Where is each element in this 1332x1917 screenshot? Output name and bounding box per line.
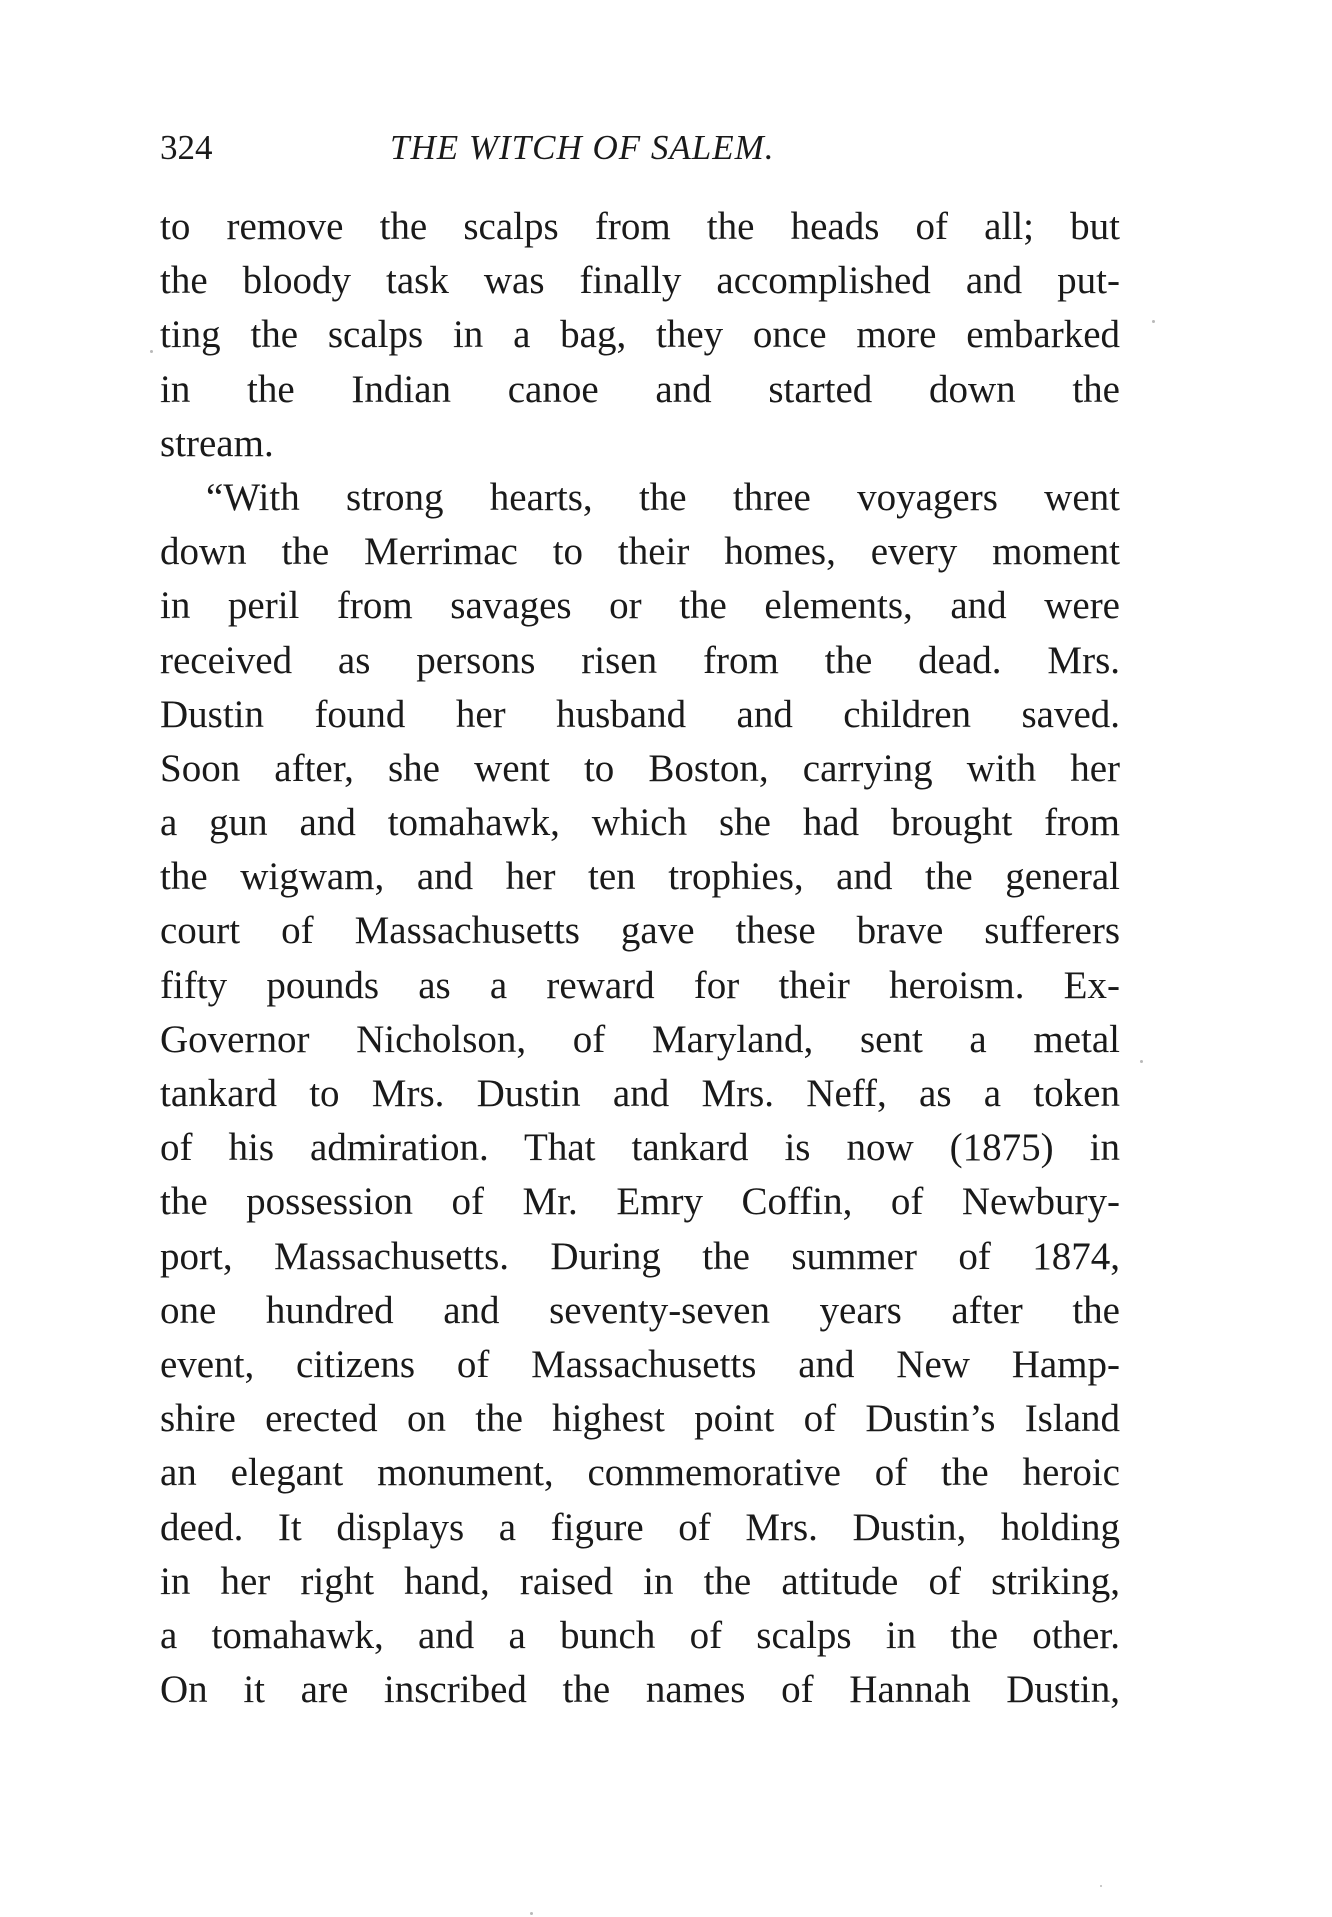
text-line: one hundred and seventy-seven years after the: [160, 1288, 1120, 1332]
text-line: court of Massachusetts gave these brave sufferers: [160, 909, 1120, 953]
text-line: in peril from savages or the elements, and were: [160, 584, 1120, 628]
text-line: event, citizens of Massachusetts and New Hamp-: [160, 1342, 1120, 1386]
text-line: of his admiration. That tankard is now (1875) in: [160, 1126, 1120, 1170]
paper-speck: [150, 350, 153, 353]
text-line: a tomahawk, and a bunch of scalps in the other.: [160, 1613, 1120, 1657]
body-text: [160, 200, 1120, 1717]
text-line: stream.: [160, 421, 274, 465]
text-line: fifty pounds as a reward for their heroism. Ex-: [160, 963, 1120, 1007]
text-line: the possession of Mr. Emry Coffin, of Newbury-: [160, 1180, 1120, 1224]
text-line: Dustin found her husband and children saved.: [160, 692, 1120, 736]
paper-speck: [1140, 1060, 1143, 1063]
text-line: a gun and tomahawk, which she had brought from: [160, 801, 1120, 845]
text-line: the bloody task was finally accomplished and put-: [160, 259, 1120, 303]
running-head: [160, 128, 1120, 168]
text-line: in the Indian canoe and started down the: [160, 367, 1120, 411]
text-line: ting the scalps in a bag, they once more embarked: [160, 313, 1120, 357]
text-line: the wigwam, and her ten trophies, and the general: [160, 855, 1120, 899]
text-line: Governor Nicholson, of Maryland, sent a metal: [160, 1017, 1120, 1061]
text-line: in her right hand, raised in the attitude of striking,: [160, 1559, 1120, 1603]
paper-speck: [1100, 1885, 1102, 1887]
text-line: to remove the scalps from the heads of all; but: [160, 205, 1120, 248]
page-number: 324: [160, 128, 213, 167]
text-line: “With strong hearts, the three voyagers went: [206, 475, 1120, 519]
paper-speck: [1152, 320, 1155, 323]
text-line: On it are inscribed the names of Hannah Dustin,: [160, 1668, 1120, 1712]
text-line: tankard to Mrs. Dustin and Mrs. Neff, as a token: [160, 1072, 1120, 1115]
text-line: an elegant monument, commemorative of the heroic: [160, 1451, 1120, 1495]
text-line: received as persons risen from the dead. Mrs.: [160, 638, 1120, 682]
text-line: Soon after, she went to Boston, carrying with her: [160, 746, 1120, 790]
text-line: deed. It displays a figure of Mrs. Dustin, holding: [160, 1505, 1120, 1549]
text-line: down the Merrimac to their homes, every moment: [160, 530, 1120, 574]
book-title: THE WITCH OF SALEM.: [390, 128, 775, 167]
paper-speck: [530, 1912, 533, 1915]
text-line: shire erected on the highest point of Dustin’s Island: [160, 1397, 1120, 1441]
text-line: port, Massachusetts. During the summer of 1874,: [160, 1234, 1120, 1278]
